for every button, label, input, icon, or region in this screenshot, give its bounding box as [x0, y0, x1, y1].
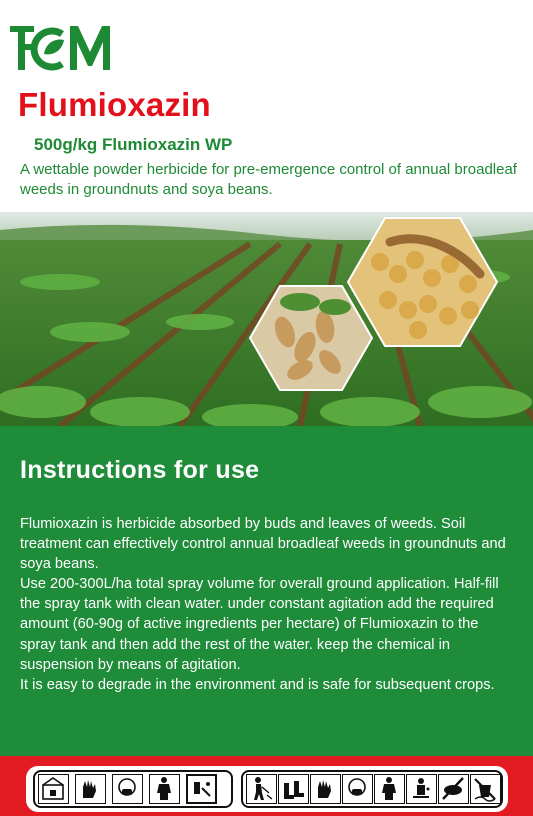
overalls-icon	[149, 774, 180, 804]
gloves-icon	[310, 774, 341, 804]
fcm-logo	[10, 22, 118, 74]
no-animals-icon	[438, 774, 469, 804]
pictogram-group-handling	[33, 770, 233, 808]
instructions-body	[20, 514, 518, 695]
mask-icon	[342, 774, 373, 804]
no-water-contamination-icon	[470, 774, 501, 804]
instructions-section	[0, 426, 533, 756]
field-photo	[0, 212, 533, 426]
gloves-icon	[75, 774, 106, 804]
boots-icon	[278, 774, 309, 804]
safety-pictogram-bar	[0, 756, 533, 816]
header-section	[0, 0, 533, 212]
instructions-paragraph: Flumioxazin is herbicide absorbed by buds and leaves of weeds. Soil treatment can effectively control annual broadleaf weeds in groundnuts and soya beans.	[20, 516, 506, 573]
pictogram-strip	[26, 766, 508, 812]
wash-icon	[406, 774, 437, 804]
product-title: Flumioxazin	[18, 86, 211, 123]
mask-icon	[112, 774, 143, 804]
instructions-heading: Instructions for use	[20, 456, 260, 484]
spraying-icon	[246, 774, 277, 804]
measuring-icon	[186, 774, 217, 804]
instructions-paragraph: It is easy to degrade in the environment and is safe for subsequent crops.	[20, 676, 495, 693]
product-description: A wettable powder herbicide for pre-emergence control of annual broadleaf weeds in groundnuts and soya beans.	[20, 161, 517, 198]
pictogram-group-application	[241, 770, 503, 808]
instructions-paragraph: Use 200-300L/ha total spray volume for overall ground application. Half-fill the spray tank with clean water. under constant agitation add the required amount (60-90g of active ingredients per hectare) of Flumioxazin to the spray tank and then add the rest of the water. keep the chemical in suspension by means of agitation.	[20, 576, 499, 673]
product-formulation: 500g/kg Flumioxazin WP	[34, 135, 233, 154]
overalls-icon	[374, 774, 405, 804]
storage-lock-icon	[38, 774, 69, 804]
